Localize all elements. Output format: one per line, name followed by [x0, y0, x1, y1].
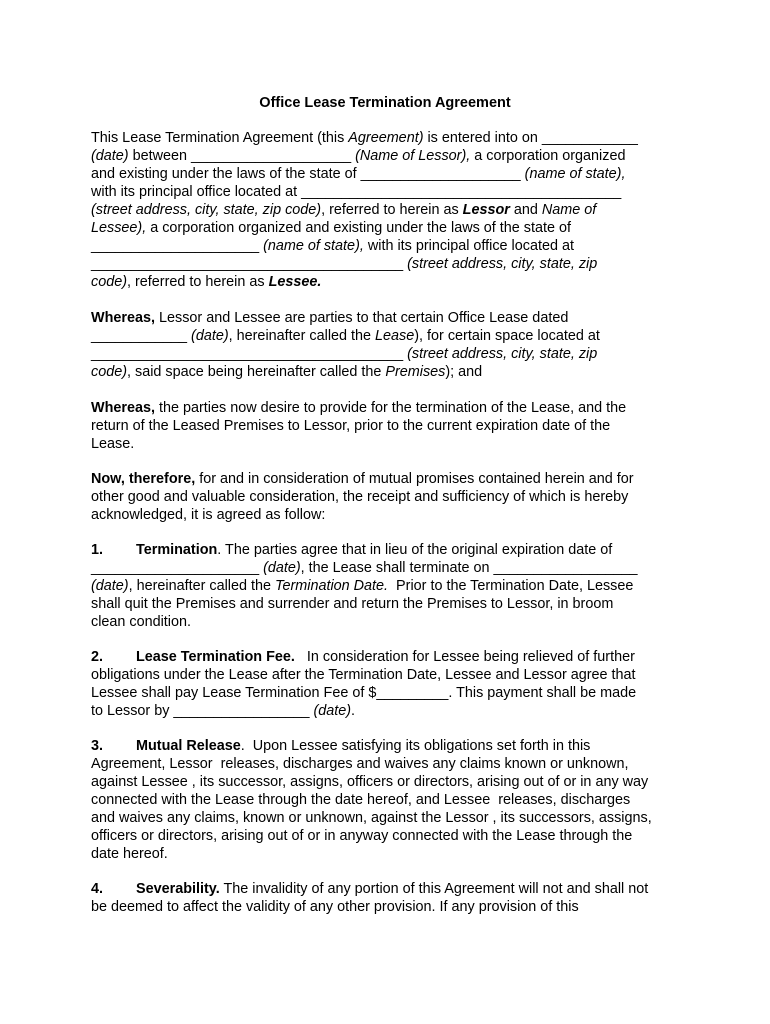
lessee-address-blank[interactable]: _______________________________________: [91, 256, 404, 272]
termination-date-blank[interactable]: __________________: [493, 560, 638, 576]
text-line: (date), hereinafter called the Termination Date. Prior to the Termination Date, Lessee: [91, 578, 634, 594]
premises-address-blank[interactable]: _______________________________________: [91, 346, 404, 362]
text-line: to Lessor by _________________ (date).: [91, 703, 356, 719]
text-line: date hereof.: [91, 846, 168, 862]
text-line: acknowledged, it is agreed as follow:: [91, 507, 326, 523]
text-line: code), said space being hereinafter called the Premises); and: [91, 364, 483, 380]
text-line: ____________ (date), hereinafter called the Lease), for certain space located at: [91, 328, 600, 344]
lease-date-blank[interactable]: ____________: [91, 328, 188, 344]
text-line: Lessee shall pay Lease Termination Fee of $_________. This payment shall be made: [91, 685, 637, 701]
text-line: Agreement, Lessor releases, discharges and waives any claims known or unknown,: [91, 756, 629, 772]
text-line: and waives any claims, known or unknown, against the Lessor , its successors, assigns,: [91, 810, 652, 826]
text-line: 2. Lease Termination Fee. In consideration for Lessee being relieved of further: [91, 649, 635, 665]
text-line: (date) between ____________________ (Name of Lessor), a corporation organized: [91, 148, 626, 164]
section-heading: Lease Termination Fee.: [136, 649, 295, 665]
section-heading: Termination: [136, 542, 218, 558]
lessor-address-blank[interactable]: ________________________________________: [301, 184, 622, 200]
original-expiration-date-blank[interactable]: _____________________: [91, 560, 260, 576]
text-line: against Lessee , its successor, assigns, officers or directors, arising out of or in any way: [91, 774, 649, 790]
text-line: (street address, city, state, zip code), referred to herein as Lessor and Name of: [91, 202, 597, 218]
text-line: and existing under the laws of the state of ____________________ (name of state),: [91, 166, 626, 182]
lessor-state-blank[interactable]: ____________________: [360, 166, 521, 182]
document-title: Office Lease Termination Agreement: [259, 95, 511, 111]
lessor-name-blank[interactable]: ____________________: [191, 148, 352, 164]
text-line: Now, therefore, for and in consideration of mutual promises contained herein and for: [91, 471, 634, 487]
text-line: _______________________________________ (street address, city, state, zip: [91, 256, 598, 272]
lessee-state-blank[interactable]: _____________________: [91, 238, 260, 254]
text-line: Whereas, Lessor and Lessee are parties to that certain Office Lease dated: [91, 310, 569, 326]
text-line: other good and valuable consideration, the receipt and sufficiency of which is hereby: [91, 489, 629, 505]
section-number: 1.: [91, 542, 104, 558]
text-line: connected with the Lease through the date hereof, and Lessee releases, discharges: [91, 792, 631, 808]
section-number: 4.: [91, 881, 104, 897]
text-line: _______________________________________ (street address, city, state, zip: [91, 346, 598, 362]
text-line: Lessee), a corporation organized and existing under the laws of the state of: [91, 220, 571, 236]
text-line: with its principal office located at ________________________________________: [91, 184, 622, 200]
text-line: 4. Severability. The invalidity of any portion of this Agreement will not and shall not: [91, 881, 649, 897]
text-line: Lease.: [91, 436, 135, 452]
text-line: Whereas, the parties now desire to provide for the termination of the Lease, and the: [91, 400, 627, 416]
text-line: code), referred to herein as Lessee.: [91, 274, 322, 290]
text-line: This Lease Termination Agreement (this Agreement) is entered into on ____________: [91, 130, 638, 146]
payment-date-blank[interactable]: _________________: [173, 703, 310, 719]
section-number: 2.: [91, 649, 104, 665]
text-line: obligations under the Lease after the Termination Date, Lessee and Lessor agree that: [91, 667, 636, 683]
text-line: be deemed to affect the validity of any other provision. If any provision of this: [91, 899, 579, 915]
text-line: return of the Leased Premises to Lessor, prior to the current expiration date of the: [91, 418, 611, 434]
section-heading: Severability.: [136, 881, 220, 897]
section-number: 3.: [91, 738, 104, 754]
text-line: 1. Termination. The parties agree that in lieu of the original expiration date of: [91, 542, 613, 558]
fee-amount-blank[interactable]: $_________: [368, 685, 449, 701]
section-heading: Mutual Release: [136, 738, 241, 754]
date-blank[interactable]: ____________: [541, 130, 638, 146]
text-line: officers or directors, arising out of or in anyway connected with the Lease through the: [91, 828, 633, 844]
text-line: _____________________ (date), the Lease shall terminate on __________________: [91, 560, 638, 576]
text-line: _____________________ (name of state), with its principal office located at: [91, 238, 574, 254]
text-line: 3. Mutual Release. Upon Lessee satisfying its obligations set forth in this: [91, 738, 591, 754]
text-line: clean condition.: [91, 614, 192, 630]
text-line: shall quit the Premises and surrender and return the Premises to Lessor, in broom: [91, 596, 614, 612]
